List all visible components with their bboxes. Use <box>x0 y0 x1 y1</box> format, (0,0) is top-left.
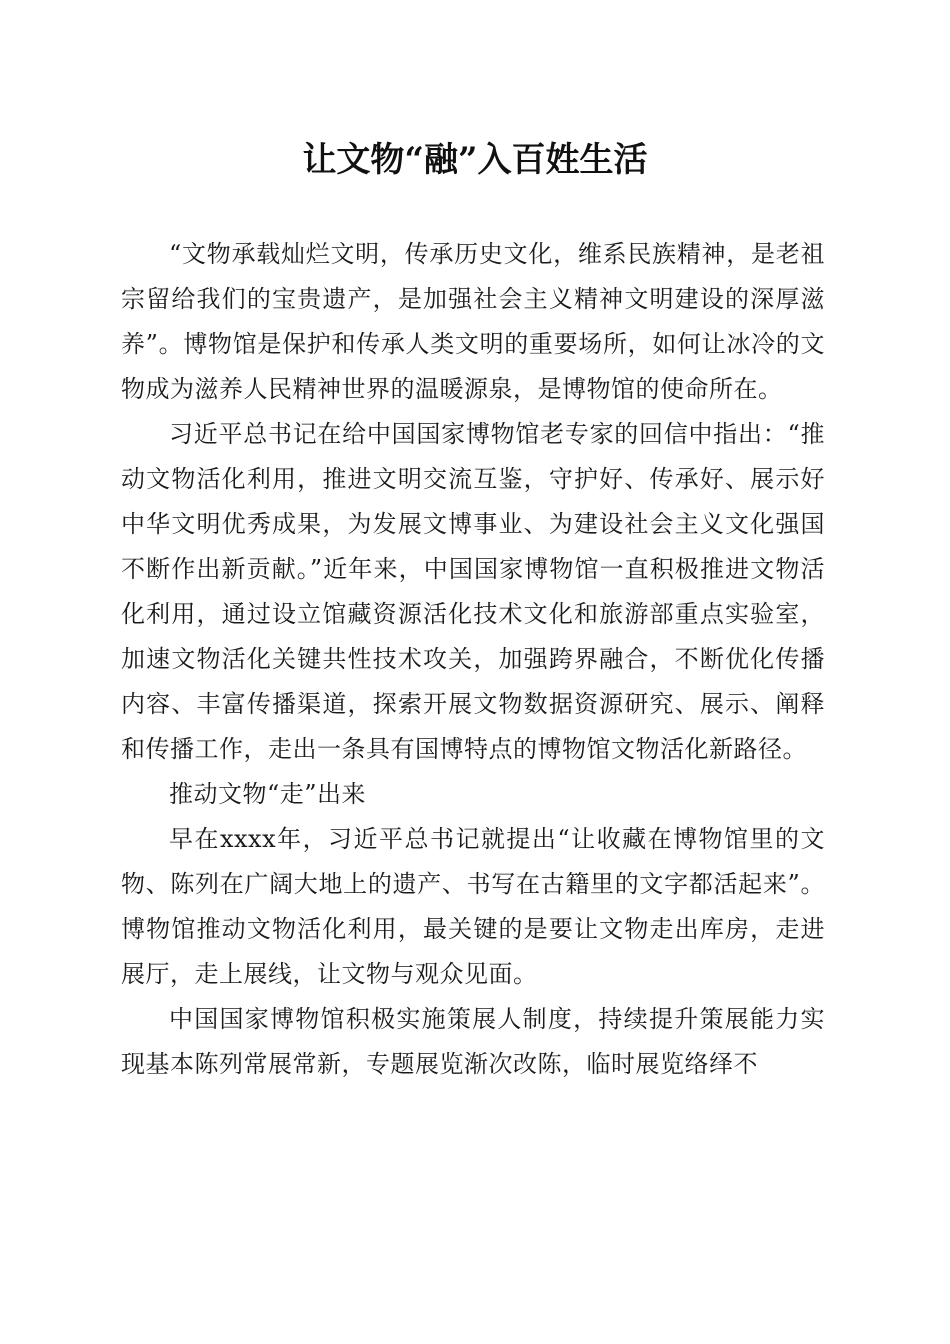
paragraph-intro: “文物承载灿烂文明，传承历史文化，维系民族精神，是老祖宗留给我们的宝贵遗产，是加强社会主义精神文明建设的深厚滋养”。博物馆是保护和传承人类文明的重要场所，如何让冰冷的文物成为滋养人民精神世界的温暖源泉，是博物馆的使命所在。 <box>121 240 825 403</box>
page-title: 让文物“融”入百姓生活 <box>302 140 648 180</box>
paragraph-curation: 中国国家博物馆积极实施策展人制度，持续提升策展能力实现基本陈列常展常新，专题展览渐次改陈，临时展览络绎不 <box>121 1005 825 1078</box>
article-body <box>121 232 825 1087</box>
section-heading: 推动文物“走”出来 <box>169 780 367 808</box>
paragraph-history: 早在xxxx年，习近平总书记就提出“让收藏在博物馆里的文物、陈列在广阔大地上的遗产、书写在古籍里的文字都活起来”。博物馆推动文物活化利用，最关键的是要让文物走出库房，走进展厅，走上展线，让文物与观众见面。 <box>121 825 825 988</box>
paragraph-quote: 习近平总书记在给中国国家博物馆老专家的回信中指出：“推动文物活化利用，推进文明交流互鉴，守护好、传承好、展示好中华文明优秀成果，为发展文博事业、为建设社会主义文化强国不断作出新贡献。”近年来，中国国家博物馆一直积极推进文物活化利用，通过设立馆藏资源活化技术文化和旅游部重点实验室，加速文物活化关键共性技术攻关，加强跨界融合，不断优化传播内容、丰富传播渠道，探索开展文物数据资源研究、展示、阐释和传播工作，走出一条具有国博特点的博物馆文物活化新路径。 <box>121 420 825 763</box>
